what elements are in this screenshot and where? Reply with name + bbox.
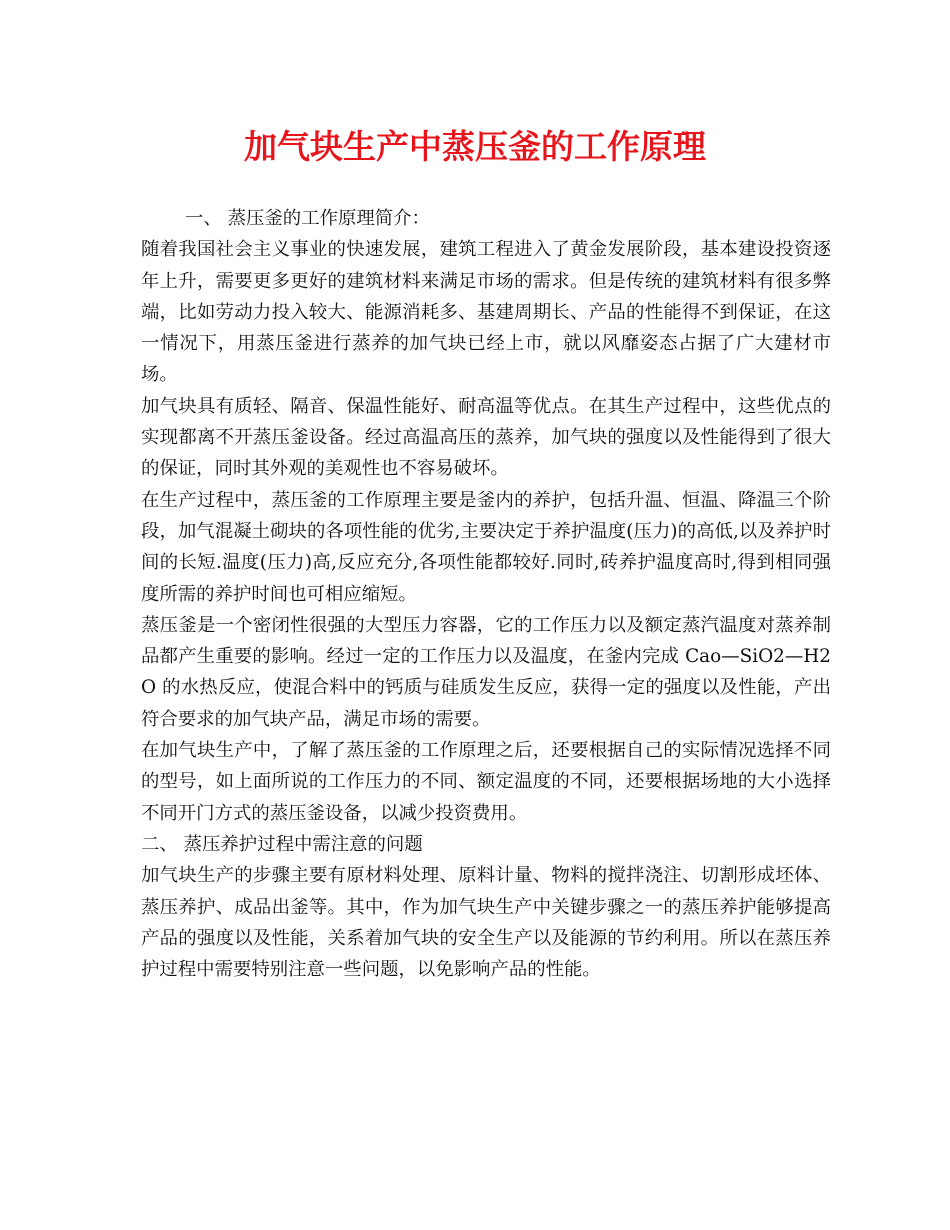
- section-heading-2: 二、 蒸压养护过程中需注意的问题: [141, 833, 423, 855]
- paragraph-4: 蒸压釜是一个密闭性很强的大型压力容器，它的工作压力以及额定蒸汽温度对蒸养制品都产生重要的影响。经过一定的工作压力以及温度，在釜内完成 Cao—SiO2—H2O 的水热反应，使混合料中的钙质与硅质发生反应，获得一定的强度以及性能，产出符合要求的加气块产品，满足市场的需要。: [141, 614, 831, 730]
- document-body: [141, 203, 831, 985]
- section-heading-1: 一、 蒸压釜的工作原理简介：: [185, 208, 430, 229]
- paragraph-1: 随着我国社会主义事业的快速发展，建筑工程进入了黄金发展阶段，基本建设投资逐年上升，需要更多更好的建筑材料来满足市场的需求。但是传统的建筑材料有很多弊端，比如劳动力投入较大、能源消耗多、基建周期长、产品的性能得不到保证，在这一情况下，用蒸压釜进行蒸养的加气块已经上市，就以风靡姿态占据了广大建材市场。: [141, 239, 831, 386]
- page-title: 加气块生产中蒸压釜的工作原理: [244, 127, 706, 166]
- paragraph-6: 加气块生产的步骤主要有原材料处理、原料计量、物料的搅拌浇注、切割形成坯体、蒸压养护、成品出釜等。其中，作为加气块生产中关键步骤之一的蒸压养护能够提高产品的强度以及性能，关系着加气块的安全生产以及能源的节约利用。所以在蒸压养护过程中需要特别注意一些问题，以免影响产品的性能。: [141, 865, 831, 981]
- paragraph-5: 在加气块生产中，了解了蒸压釜的工作原理之后，还要根据自己的实际情况选择不同的型号，如上面所说的工作压力的不同、额定温度的不同，还要根据场地的大小选择不同开门方式的蒸压釜设备，以减少投资费用。: [141, 740, 831, 824]
- paragraph-3: 在生产过程中，蒸压釜的工作原理主要是釜内的养护，包括升温、恒温、降温三个阶段，加气混凝土砌块的各项性能的优劣,主要决定于养护温度(压力)的高低,以及养护时间的长短.温度(压力)高,反应充分,各项性能都较好.同时,砖养护温度高时,得到相同强度所需的养护时间也可相应缩短。: [141, 489, 831, 605]
- paragraph-2: 加气块具有质轻、隔音、保温性能好、耐高温等优点。在其生产过程中，这些优点的实现都离不开蒸压釜设备。经过高温高压的蒸养，加气块的强度以及性能得到了很大的保证，同时其外观的美观性也不容易破坏。: [141, 395, 831, 480]
